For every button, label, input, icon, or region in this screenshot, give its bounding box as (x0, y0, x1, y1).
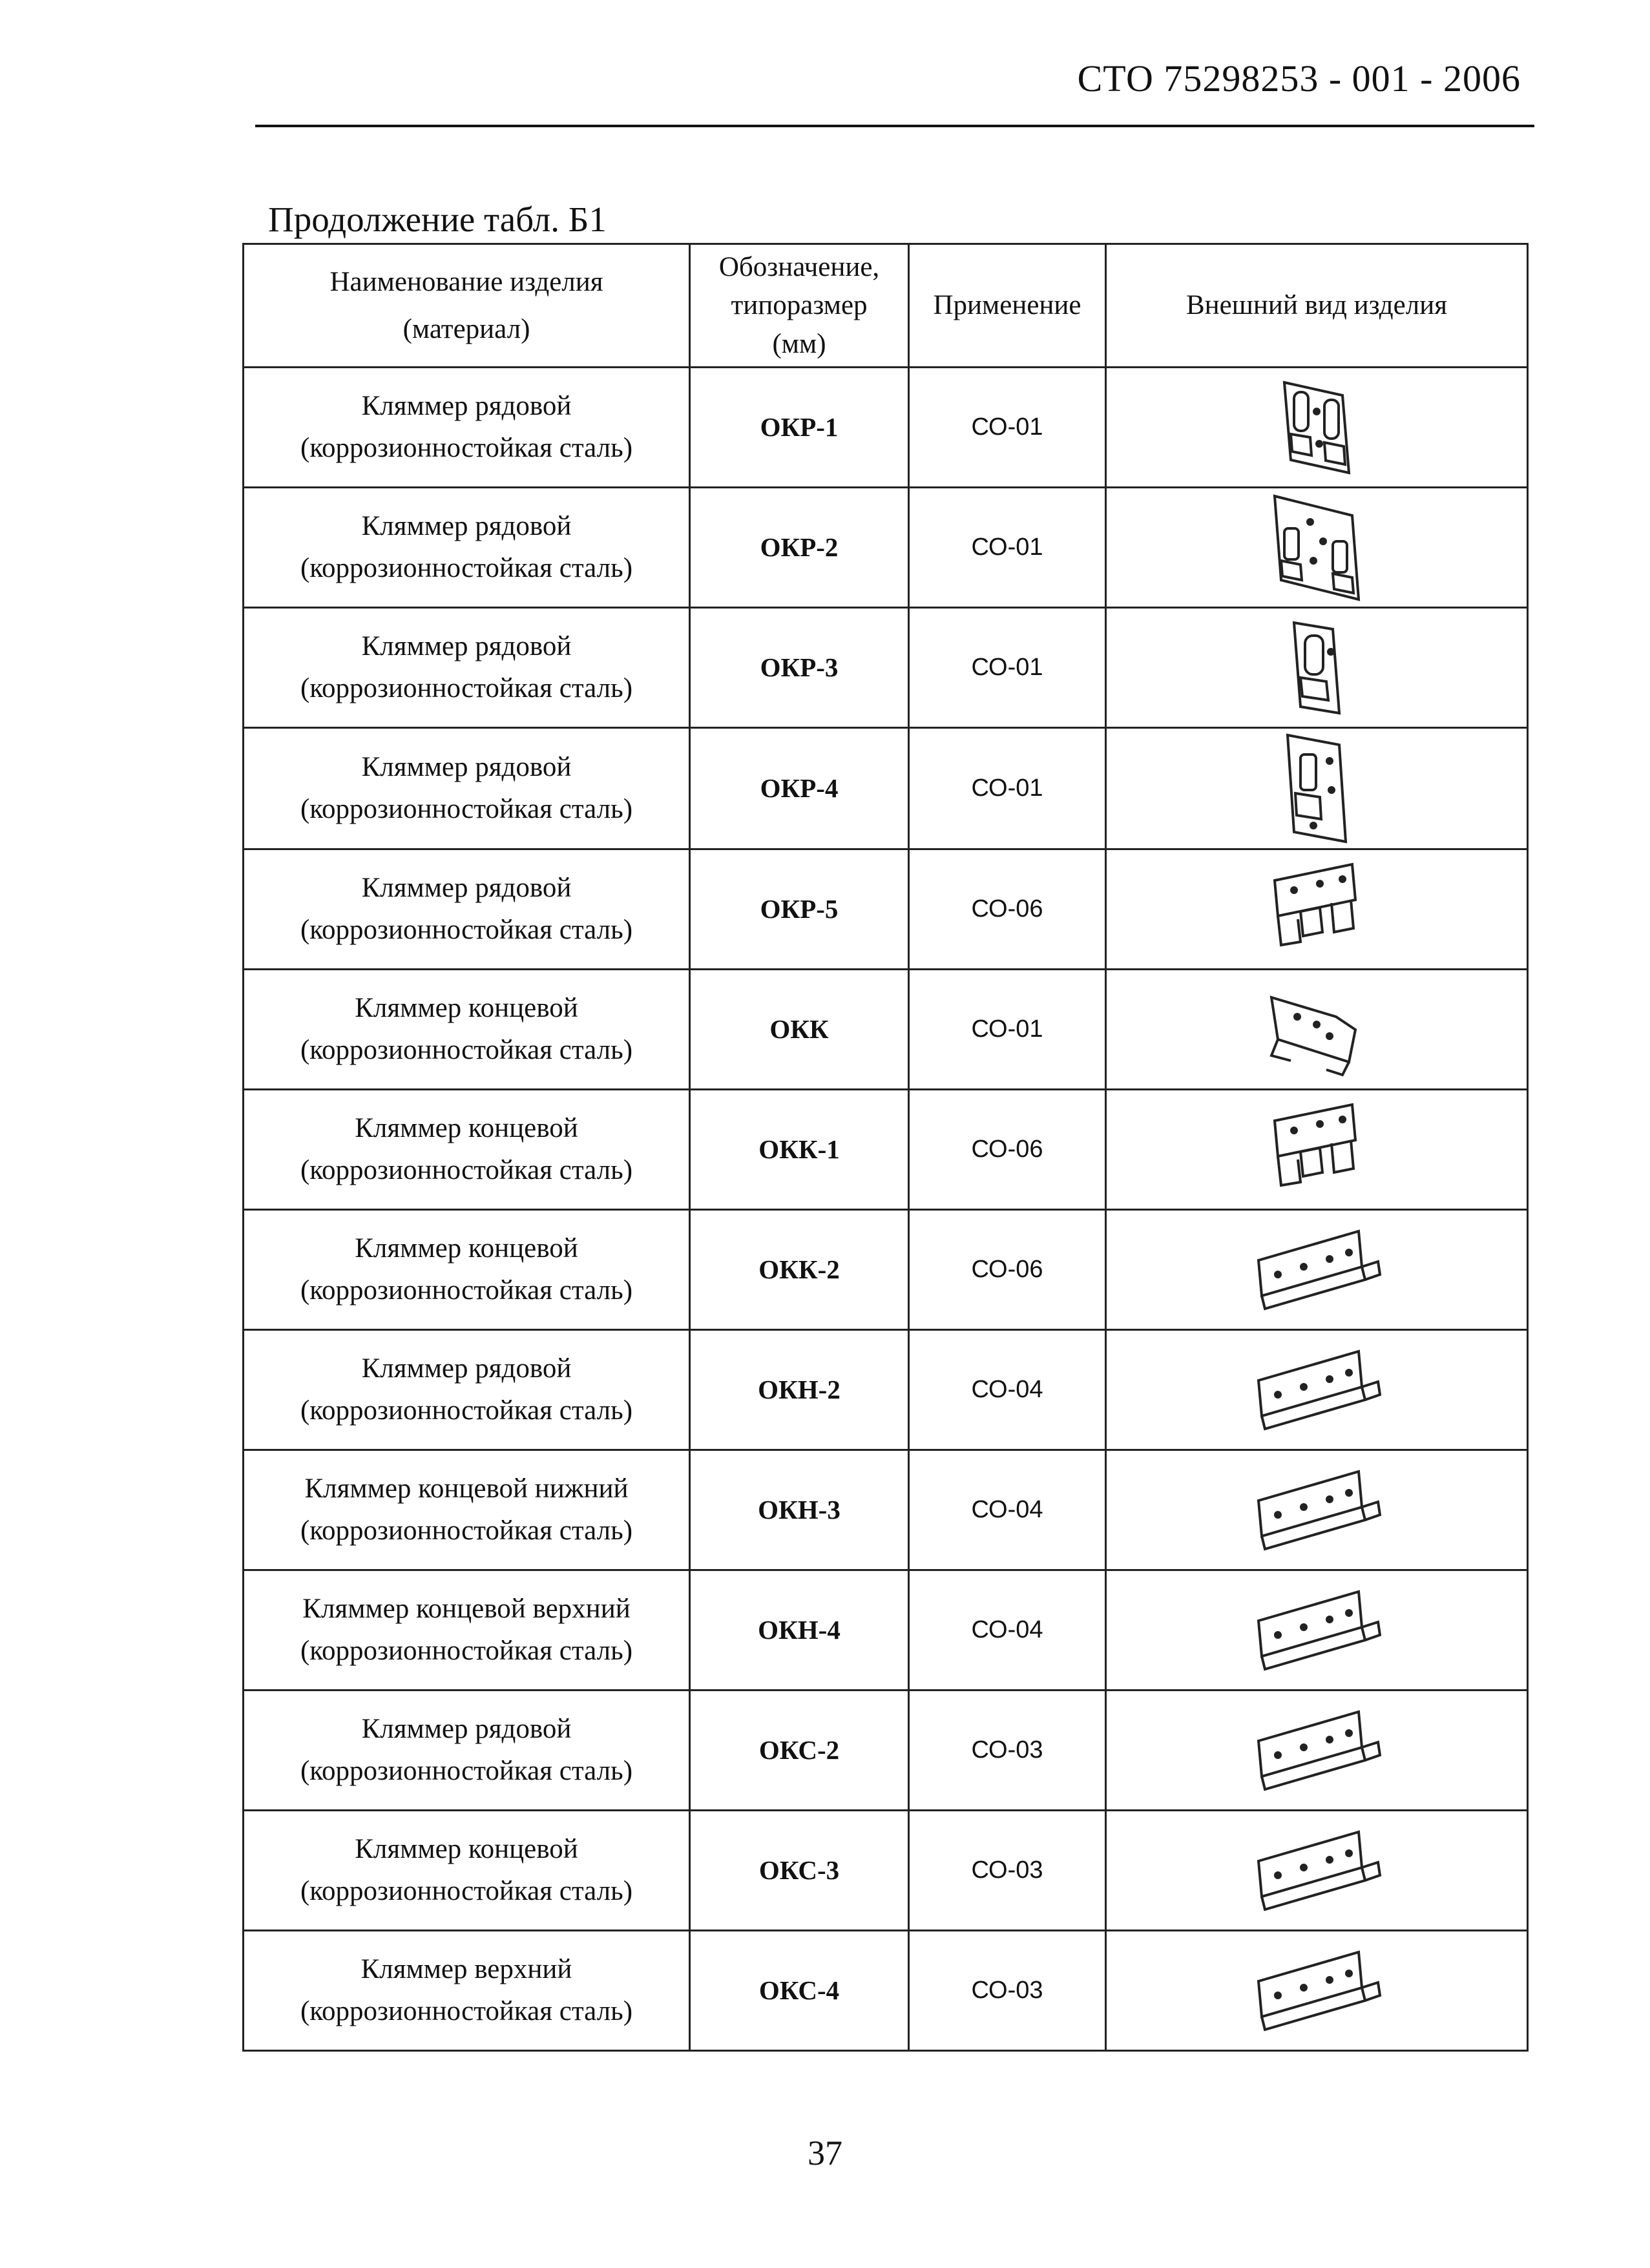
clip-plate-wide-icon (1111, 490, 1523, 606)
clip-long-channel-icon (1111, 1702, 1523, 1799)
table-row (244, 728, 1528, 849)
product-image-cell (1106, 608, 1528, 728)
product-name-cell (244, 1931, 690, 2051)
product-name: Кляммер рядовой (361, 631, 572, 661)
column-header-designation-line1: Обозначение, (718, 252, 880, 282)
table-row (244, 488, 1528, 608)
product-code: ОКК-2 (690, 1210, 909, 1330)
product-code: ОКК (690, 970, 909, 1090)
column-header-designation-line3: (мм) (772, 328, 826, 359)
column-header-application: Применение (909, 244, 1106, 368)
product-name: Кляммер концевой (355, 993, 578, 1023)
product-material: (коррозионностойкая сталь) (300, 1875, 633, 1906)
clip-bracket-hooks-icon (1111, 855, 1523, 964)
product-name-cell (244, 1090, 690, 1210)
product-name-cell (244, 1570, 690, 1691)
products-table (242, 243, 1529, 2052)
clip-plate-tall-icon (1111, 729, 1523, 848)
product-name-cell (244, 1210, 690, 1330)
product-image-cell (1106, 849, 1528, 970)
product-name: Кляммер рядовой (361, 511, 572, 541)
product-name: Кляммер концевой нижний (304, 1473, 629, 1504)
table-caption: Продолжение табл. Б1 (268, 200, 607, 239)
document-code: СТО 75298253 - 001 - 2006 (1077, 57, 1521, 99)
clip-long-channel-icon (1111, 1342, 1523, 1439)
product-image-cell (1106, 728, 1528, 849)
product-material: (коррозионностойкая сталь) (300, 793, 633, 824)
column-header-designation (690, 244, 909, 368)
product-name-cell (244, 728, 690, 849)
table-body (244, 368, 1528, 2051)
product-material: (коррозионностойкая сталь) (300, 1154, 633, 1185)
product-image-cell (1106, 1090, 1528, 1210)
product-name: Кляммер концевой (355, 1834, 578, 1864)
product-image-cell (1106, 1691, 1528, 1811)
product-code: ОКН-2 (690, 1330, 909, 1450)
product-application: СО-04 (909, 1450, 1106, 1570)
product-material: (коррозионностойкая сталь) (300, 672, 633, 703)
product-code: ОКР-2 (690, 488, 909, 608)
column-header-name-line1: Наименование изделия (329, 266, 603, 297)
product-application: СО-04 (909, 1330, 1106, 1450)
product-name-cell (244, 1450, 690, 1570)
table-row (244, 1931, 1528, 2051)
product-name-cell (244, 970, 690, 1090)
clip-long-channel-icon (1111, 1942, 1523, 2039)
table-row (244, 368, 1528, 488)
product-application: СО-01 (909, 488, 1106, 608)
product-material: (коррозионностойкая сталь) (300, 1635, 633, 1666)
product-name-cell (244, 1691, 690, 1811)
product-material: (коррозионностойкая сталь) (300, 432, 633, 463)
product-application: СО-01 (909, 368, 1106, 488)
table-row (244, 970, 1528, 1090)
table-row (244, 849, 1528, 970)
table-row (244, 1210, 1528, 1330)
product-application: СО-06 (909, 1210, 1106, 1330)
product-code: ОКР-5 (690, 849, 909, 970)
product-name-cell (244, 1330, 690, 1450)
product-image-cell (1106, 1450, 1528, 1570)
product-code: ОКС-2 (690, 1691, 909, 1811)
table-row (244, 608, 1528, 728)
product-name-cell (244, 488, 690, 608)
product-application: СО-03 (909, 1811, 1106, 1931)
product-image-cell (1106, 1210, 1528, 1330)
product-code: ОКР-4 (690, 728, 909, 849)
product-application: СО-01 (909, 608, 1106, 728)
clip-end-bent-icon (1111, 978, 1523, 1081)
product-material: (коррозионностойкая сталь) (300, 552, 633, 583)
product-application: СО-01 (909, 970, 1106, 1090)
clip-long-channel-icon (1111, 1462, 1523, 1559)
product-code: ОКК-1 (690, 1090, 909, 1210)
product-material: (коррозионностойкая сталь) (300, 1034, 633, 1065)
product-name: Кляммер рядовой (361, 1353, 572, 1384)
product-image-cell (1106, 488, 1528, 608)
product-code: ОКН-3 (690, 1450, 909, 1570)
product-image-cell (1106, 970, 1528, 1090)
product-material: (коррозионностойкая сталь) (300, 1274, 633, 1306)
product-name: Кляммер рядовой (361, 873, 572, 903)
product-application: СО-06 (909, 1090, 1106, 1210)
table-header (244, 244, 1528, 368)
product-name: Кляммер рядовой (361, 752, 572, 782)
product-name: Кляммер концевой (355, 1233, 578, 1264)
table-row (244, 1570, 1528, 1691)
table-row (244, 1691, 1528, 1811)
product-name: Кляммер верхний (360, 1954, 572, 1984)
table-row (244, 1090, 1528, 1210)
column-header-appearance: Внешний вид изделия (1106, 244, 1528, 368)
product-application: СО-03 (909, 1691, 1106, 1811)
product-name: Кляммер концевой (355, 1113, 578, 1143)
product-name: Кляммер рядовой (361, 391, 572, 421)
product-name: Кляммер рядовой (361, 1714, 572, 1744)
product-name-cell (244, 849, 690, 970)
product-application: СО-01 (909, 728, 1106, 849)
product-name-cell (244, 1811, 690, 1931)
clip-bracket-hooks-icon (1111, 1095, 1523, 1205)
product-application: СО-03 (909, 1931, 1106, 2051)
header-divider (255, 125, 1534, 127)
product-image-cell (1106, 1570, 1528, 1691)
page-number: 37 (808, 2134, 842, 2172)
product-name-cell (244, 608, 690, 728)
product-material: (коррозионностойкая сталь) (300, 1395, 633, 1426)
product-image-cell (1106, 1330, 1528, 1450)
clip-long-channel-icon (1111, 1582, 1523, 1679)
clip-plate-single-icon (1111, 613, 1523, 723)
product-code: ОКР-1 (690, 368, 909, 488)
table-row (244, 1330, 1528, 1450)
product-application: СО-06 (909, 849, 1106, 970)
product-image-cell (1106, 1811, 1528, 1931)
product-name-cell (244, 368, 690, 488)
column-header-name-line2: (материал) (402, 314, 530, 344)
clip-long-channel-icon (1111, 1222, 1523, 1318)
table-row (244, 1450, 1528, 1570)
product-material: (коррозионностойкая сталь) (300, 1995, 633, 2026)
product-code: ОКР-3 (690, 608, 909, 728)
column-header-designation-line2: типоразмер (731, 290, 868, 321)
product-material: (коррозионностойкая сталь) (300, 1755, 633, 1786)
product-code: ОКС-4 (690, 1931, 909, 2051)
product-material: (коррозионностойкая сталь) (300, 914, 633, 945)
product-code: ОКС-3 (690, 1811, 909, 1931)
product-name: Кляммер концевой верхний (302, 1594, 631, 1624)
product-material: (коррозионностойкая сталь) (300, 1515, 633, 1546)
product-image-cell (1106, 368, 1528, 488)
clip-long-channel-icon (1111, 1822, 1523, 1919)
product-image-cell (1106, 1931, 1528, 2051)
column-header-name (244, 244, 690, 368)
table-row (244, 1811, 1528, 1931)
product-application: СО-04 (909, 1570, 1106, 1691)
clip-plate-double-icon (1111, 373, 1523, 483)
product-code: ОКН-4 (690, 1570, 909, 1691)
